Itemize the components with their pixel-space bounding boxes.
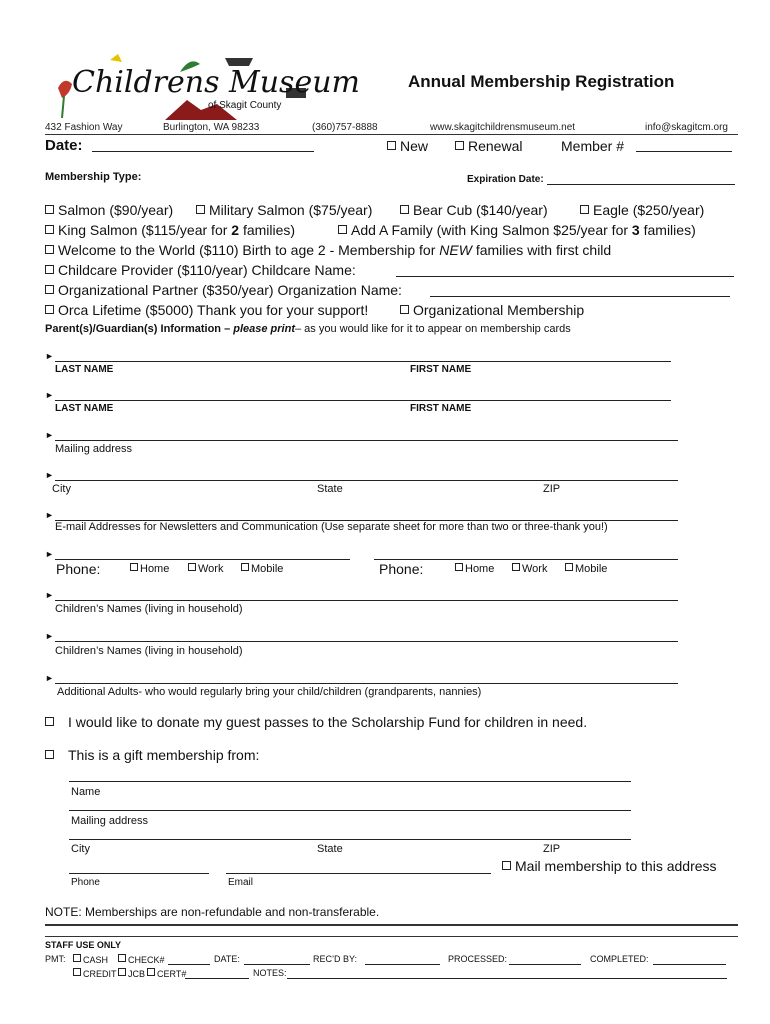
check-checkbox[interactable]: CHECK# [118,954,165,965]
zip-label: ZIP [543,483,561,495]
logo-subtext: of Skagit County [208,100,282,111]
expiration-field[interactable] [547,184,735,185]
work-checkbox[interactable]: Work [188,563,223,575]
member-number-label: Member # [561,138,625,154]
arrow-icon: ► [45,590,54,600]
welcome-world-option[interactable]: Welcome to the World ($110) Birth to age 2 - Membership for NEW families with first child [45,242,611,258]
recd-by-label: REC’D BY: [313,954,358,964]
name-field[interactable] [55,400,671,401]
phone-field-2[interactable] [374,559,678,560]
home-checkbox[interactable]: Home [130,563,169,575]
children-names-field-2[interactable] [55,641,678,642]
org-partner-option[interactable]: Organizational Partner ($350/year) Organization Name: [45,282,402,298]
additional-adults-field[interactable] [55,683,678,684]
arrow-icon: ► [45,351,54,361]
children-names-label: Children’s Names (living in household) [55,603,243,615]
org-membership-option[interactable]: Organizational Membership [400,302,584,318]
arrow-icon: ► [45,390,54,400]
notes-label: NOTES: [253,968,287,978]
processed-field[interactable] [509,964,581,965]
gift-email-field[interactable] [226,873,491,874]
divider [45,924,738,926]
email-address: info@skagitcm.org [645,122,728,133]
cert-number-field[interactable] [185,978,249,979]
processed-label: PROCESSED: [448,954,508,964]
childcare-name-field[interactable] [396,276,734,277]
orca-option[interactable]: Orca Lifetime ($5000) Thank you for your support! [45,302,368,318]
gift-city-label: City [71,843,90,855]
first-name-label: FIRST NAME [410,403,472,414]
gift-name-field[interactable] [69,781,631,782]
membership-type-label: Membership Type: [45,171,142,183]
gift-phone-label: Phone [71,877,100,888]
renewal-checkbox[interactable]: Renewal [455,138,522,154]
eagle-option[interactable]: Eagle ($250/year) [580,202,704,218]
city-label: City [52,483,71,495]
form-title: Annual Membership Registration [408,72,675,91]
date-label-staff: DATE: [214,954,240,964]
salmon-option[interactable]: Salmon ($90/year) [45,202,173,218]
city-state-zip-field[interactable] [55,480,678,481]
guardian-heading: Parent(s)/Guardian(s) Information – please print– as you would like for it to appear on membership cards [45,323,571,335]
gift-checkbox[interactable]: This is a gift membership from: [45,747,259,763]
arrow-icon: ► [45,549,54,559]
arrow-icon: ► [45,470,54,480]
childcare-option[interactable]: Childcare Provider ($110/year) Childcare Name: [45,262,356,278]
date-label: Date: [45,137,83,154]
arrow-icon: ► [45,631,54,641]
gift-name-label: Name [71,786,101,798]
gift-email-label: Email [228,877,254,888]
name-field[interactable] [55,361,671,362]
donate-checkbox[interactable]: I would like to donate my guest passes to the Scholarship Fund for children in need. [45,714,587,730]
cert-checkbox[interactable]: CERT# [147,968,186,979]
king-salmon-option[interactable]: King Salmon ($115/year for 2 families) [45,222,295,238]
museum-logo [50,48,360,122]
arrow-icon: ► [45,430,54,440]
state-label: State [317,483,343,495]
divider [45,134,738,135]
phone-label: Phone: [56,561,101,577]
military-salmon-option[interactable]: Military Salmon ($75/year) [196,202,372,218]
mailing-address-field[interactable] [55,440,678,441]
gift-mailing-label: Mailing address [71,815,149,827]
notes-field[interactable] [287,978,727,979]
add-family-option[interactable]: Add A Family (with King Salmon $25/year for 3 families) [338,222,696,238]
staff-heading: STAFF USE ONLY [45,940,122,950]
city-state: Burlington, WA 98233 [163,122,260,133]
gift-city-field[interactable] [69,839,631,840]
member-number-field[interactable] [636,151,732,152]
address: 432 Fashion Way [45,122,123,133]
pmt-label: PMT: [45,954,66,964]
phone-field[interactable] [55,559,350,560]
credit-checkbox[interactable]: CREDIT [73,968,117,979]
arrow-icon: ► [45,510,54,520]
recd-by-field[interactable] [365,964,440,965]
staff-date-field[interactable] [244,964,310,965]
mailing-address-label: Mailing address [55,443,133,455]
mobile-checkbox-2[interactable]: Mobile [565,563,607,575]
mail-to-address-checkbox[interactable]: Mail membership to this address [502,858,717,874]
last-name-label: LAST NAME [55,364,114,375]
additional-adults-label: Additional Adults- who would regularly bring your child/children (grandparents, nannies) [57,686,482,698]
completed-label: COMPLETED: [590,954,649,964]
website: www.skagitchildrensmuseum.net [430,122,576,133]
first-name-label: FIRST NAME [410,364,472,375]
work-checkbox-2[interactable]: Work [512,563,547,575]
logo-text: Childrens Museum [72,65,360,100]
home-checkbox-2[interactable]: Home [455,563,494,575]
bear-cub-option[interactable]: Bear Cub ($140/year) [400,202,548,218]
date-field[interactable] [92,151,314,152]
phone-label-2: Phone: [379,561,424,577]
gift-zip-label: ZIP [543,843,561,855]
gift-mailing-field[interactable] [69,810,631,811]
check-number-field[interactable] [168,964,210,965]
divider [45,936,738,937]
phone-number: (360)757-8888 [312,122,378,133]
mobile-checkbox[interactable]: Mobile [241,563,283,575]
cash-checkbox[interactable]: CASH [73,954,108,965]
gift-state-label: State [317,843,343,855]
expiration-label: Expiration Date: [467,174,544,185]
children-names-field[interactable] [55,600,678,601]
children-names-label-2: Children’s Names (living in household) [55,645,243,657]
completed-field[interactable] [653,964,726,965]
note-text: NOTE: Memberships are non-refundable and non-transferable. [45,905,380,919]
last-name-label: LAST NAME [55,403,114,414]
gift-phone-field[interactable] [69,873,209,874]
new-checkbox[interactable]: New [387,138,428,154]
jcb-checkbox[interactable]: JCB [118,968,145,979]
email-note: E-mail Addresses for Newsletters and Communication (Use separate sheet for more than two or three-thank you!) [55,521,608,533]
org-name-field[interactable] [430,296,730,297]
arrow-icon: ► [45,673,54,683]
